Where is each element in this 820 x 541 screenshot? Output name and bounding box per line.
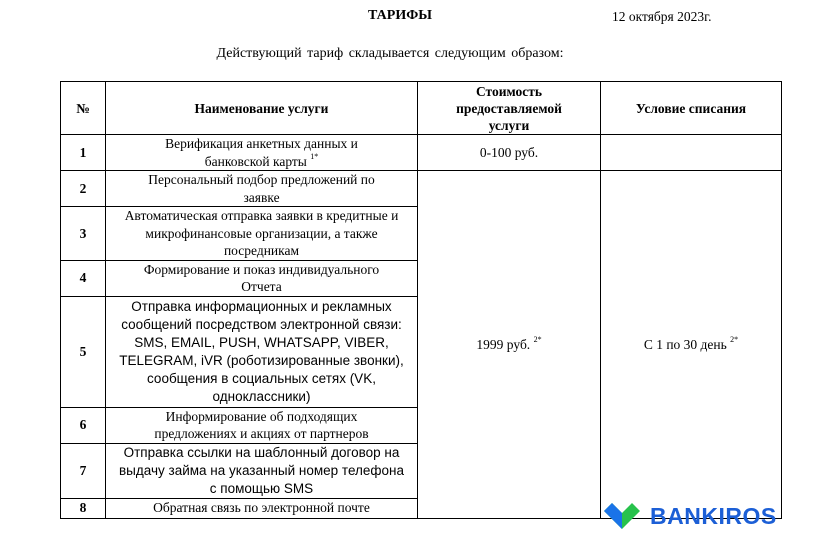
table-row: [61, 135, 782, 171]
row-number: 6: [61, 407, 106, 443]
row-number: 7: [61, 443, 106, 498]
row-service: Формирование и показ индивидуального Отчета: [106, 260, 418, 296]
table-header-row: [61, 82, 782, 135]
row-service: Отправка ссылки на шаблонный договор на выдачу займа на указанный номер телефона с помощью SMS: [106, 443, 418, 498]
merged-condition-cell: [601, 171, 782, 519]
bankiros-logo-icon: [602, 499, 642, 533]
intro-text: Действующий тариф складывается следующим образом:: [216, 46, 564, 61]
row-service: Автоматическая отправка заявки в кредитные и микрофинансовые организации, а также посредникам: [106, 207, 418, 261]
column-header-service: Наименование услуги: [106, 82, 418, 135]
row-service: Обратная связь по электронной почте: [106, 498, 418, 518]
row-number: 2: [61, 171, 106, 207]
merged-cost-cell: [418, 171, 601, 519]
column-header-condition: Условие списания: [601, 82, 782, 135]
condition-text: С 1 по 30 день: [643, 336, 727, 352]
table-row: [61, 171, 782, 207]
footnote-mark: 1*: [310, 152, 319, 161]
footnote-mark: 2*: [730, 335, 739, 344]
tariff-table: [60, 81, 782, 519]
row-cost: 0-100 руб.: [418, 135, 601, 171]
footnote-mark: 2*: [533, 335, 542, 344]
row-number: 1: [61, 135, 106, 171]
row-number: 3: [61, 207, 106, 261]
cost-text: 1999 руб.: [476, 336, 531, 352]
service-text: Верификация анкетных данных и банковской карты: [165, 136, 358, 169]
row-service: [106, 135, 418, 171]
column-header-number: №: [61, 82, 106, 135]
row-condition: [601, 135, 782, 171]
bankiros-logo-text: BANKIROS: [650, 502, 777, 529]
row-number: 8: [61, 498, 106, 518]
bankiros-watermark: [602, 499, 777, 533]
row-service: Информирование об подходящих предложениях и акциях от партнеров: [106, 407, 418, 443]
row-number: 5: [61, 296, 106, 407]
column-header-cost: Стоимость предоставляемой услуги: [418, 82, 601, 135]
row-service: Отправка информационных и рекламных сообщений посредством электронной связи: SMS, EMAIL, PUSH, WHATSAPP, VIBER, TELEGRAM, iVR (роботизированные звонки), сообщения в социальных сетях (VK, одноклассники): [106, 296, 418, 407]
document-title: ТАРИФЫ: [368, 8, 432, 23]
row-number: 4: [61, 260, 106, 296]
row-service: Персональный подбор предложений по заявке: [106, 171, 418, 207]
document-date: 12 октября 2023г.: [612, 9, 712, 24]
logo-blue-chevron: [604, 503, 622, 529]
